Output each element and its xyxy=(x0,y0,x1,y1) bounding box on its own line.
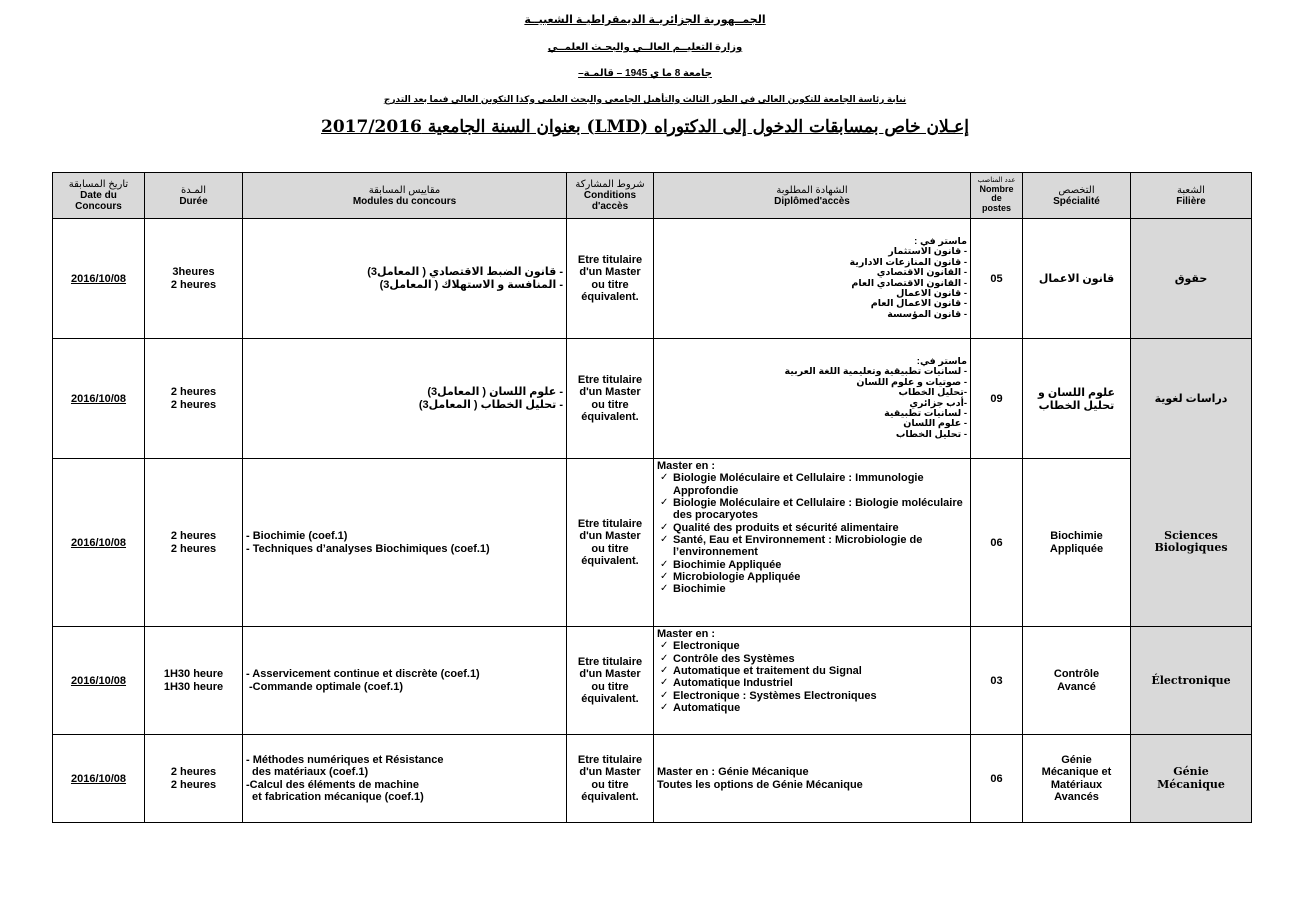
list-item: ✓ Electronique xyxy=(657,640,967,652)
table-row xyxy=(53,627,1252,735)
header-duree: المـدة Durée xyxy=(145,173,243,219)
filiere-cell: Sciences Biologiques xyxy=(1131,459,1252,627)
specialite-cell: قانون الاعمال xyxy=(1023,219,1131,339)
header-postes: عدد المناصب Nombre de postes xyxy=(971,173,1023,219)
modules-cell: - قانون الضبط الاقتصادي ( المعامل3) - المنافسة و الاستهلاك ( المعامل3) xyxy=(243,219,567,339)
conditions-cell: Etre titulaire d'un Master ou titre équivalent. xyxy=(567,459,654,627)
concours-date: 2016/10/08 xyxy=(53,735,145,823)
concours-table xyxy=(52,172,1252,823)
header-filiere: الشعبة Filière xyxy=(1131,173,1252,219)
list-item: ✓ Santé, Eau et Environnement : Microbiologie de l’environnement xyxy=(657,534,967,559)
specialite-cell: Biochimie Appliquée xyxy=(1023,459,1131,627)
concours-date: 2016/10/08 xyxy=(53,219,145,339)
duree-cell: 2 heures 2 heures xyxy=(145,735,243,823)
list-item: ✓ Biochimie Appliquée xyxy=(657,559,967,571)
diplome-cell: Master en : ✓ Biologie Moléculaire et Cellulaire : Immunologie Approfondie ✓ Biologie Moléculaire et Cellulaire : Biologie moléculaire des procaryotes ✓ Qualité des produits et sécurité alimentaire ✓ Santé, Eau et Environnement : Microbiologie de l’environnement ✓ Biochimie Appliquée ✓ Microbiologie Appliquée ✓ Biochimie xyxy=(654,459,971,627)
concours-date: 2016/10/08 xyxy=(53,459,145,627)
postes-cell: 06 xyxy=(971,459,1023,627)
postes-cell: 06 xyxy=(971,735,1023,823)
specialite-cell: علوم اللسان و تحليل الخطاب xyxy=(1023,339,1131,459)
specialite-cell: Génie Mécanique et Matériaux Avancés xyxy=(1023,735,1131,823)
header-diplome: الشهادة المطلوبة Diplômed'accès xyxy=(654,173,971,219)
concours-date: 2016/10/08 xyxy=(53,339,145,459)
diplome-cell: Master en : Génie Mécanique Toutes les options de Génie Mécanique xyxy=(654,735,971,823)
table-header-row xyxy=(53,173,1252,219)
postes-cell: 03 xyxy=(971,627,1023,735)
list-item: ✓ Contrôle des Systèmes xyxy=(657,653,967,665)
list-item: ✓ Biologie Moléculaire et Cellulaire : Immunologie Approfondie xyxy=(657,472,967,497)
list-item: ✓ Microbiologie Appliquée xyxy=(657,571,967,583)
header-date: تاريخ المسابقة Date du Concours xyxy=(53,173,145,219)
modules-cell: - Asservicement continue et discrète (coef.1) -Commande optimale (coef.1) xyxy=(243,627,567,735)
table-row xyxy=(53,735,1252,823)
list-item: ✓ Biologie Moléculaire et Cellulaire : Biologie moléculaire des procaryotes xyxy=(657,497,967,522)
diplome-cell: ماستر في : - قانون الاستثمار - قانون المنازعات الادارية - القانون الاقتصادي - القانون الاقتصادي العام - قانون الاعمال - قانون الاعمال العام - قانون المؤسسة xyxy=(654,219,971,339)
duree-cell: 2 heures 2 heures xyxy=(145,459,243,627)
conditions-cell: Etre titulaire d'un Master ou titre équivalent. xyxy=(567,219,654,339)
header-ministry: وزارة التعليــم العالــي والبحـث العلمــي xyxy=(547,42,743,53)
header-conditions: شروط المشاركة Conditions d'accès xyxy=(567,173,654,219)
postes-cell: 09 xyxy=(971,339,1023,459)
header-university: جامعة 8 ما ي 1945 – قالمـة– xyxy=(578,68,712,79)
filiere-cell: دراسات لغوية xyxy=(1131,339,1252,459)
postes-cell: 05 xyxy=(971,219,1023,339)
modules-cell: - علوم اللسان ( المعامل3) - تحليل الخطاب ( المعامل3) xyxy=(243,339,567,459)
list-item: ✓ Automatique xyxy=(657,702,967,714)
filiere-cell: Électronique xyxy=(1131,627,1252,735)
header-vice-rectorate: نيابة رئاسة الجامعة للتكوين العالي في الطور الثالث والتأهيل الجامعي والبحث العلمي وكذا التكوين العالي فيما بعد التدرج xyxy=(383,94,907,104)
modules-cell: - Méthodes numériques et Résistance des matériaux (coef.1) -Calcul des éléments de machine et fabrication mécanique (coef.1) xyxy=(243,735,567,823)
list-item: ✓ Qualité des produits et sécurité alimentaire xyxy=(657,522,967,534)
page-title: إعـلان خاص بمسابقات الدخول إلى الدكتوراه (LMD) بعنوان السنة الجامعية 2017/2016 xyxy=(321,117,969,137)
header-specialite: التخصص Spécialité xyxy=(1023,173,1131,219)
list-item: ✓ Automatique Industriel xyxy=(657,677,967,689)
duree-cell: 3heures 2 heures xyxy=(145,219,243,339)
header-republic: الجمــهورية الجزائريـة الديمقراطيـة الشعبيــة xyxy=(524,14,766,26)
duree-cell: 1H30 heure 1H30 heure xyxy=(145,627,243,735)
conditions-cell: Etre titulaire d'un Master ou titre équivalent. xyxy=(567,627,654,735)
diplome-cell: ماستر في: - لسانيات تطبيقية وتعليمية اللغة العربية - صوتيات و علوم اللسان -تحليل الخطاب -أدب جزائري - لسانيات تطبيقية - علوم اللسان - تحليل الخطاب xyxy=(654,339,971,459)
concours-date: 2016/10/08 xyxy=(53,627,145,735)
specialite-cell: Contrôle Avancé xyxy=(1023,627,1131,735)
table-row xyxy=(53,339,1252,459)
filiere-cell: حقوق xyxy=(1131,219,1252,339)
table-row xyxy=(53,459,1252,627)
duree-cell: 2 heures 2 heures xyxy=(145,339,243,459)
conditions-cell: Etre titulaire d'un Master ou titre équivalent. xyxy=(567,339,654,459)
conditions-cell: Etre titulaire d'un Master ou titre équivalent. xyxy=(567,735,654,823)
list-item: ✓ Biochimie xyxy=(657,583,967,595)
header-modules: مقاييس المسابقة Modules du concours xyxy=(243,173,567,219)
filiere-cell: Génie Mécanique xyxy=(1131,735,1252,823)
list-item: ✓ Automatique et traitement du Signal xyxy=(657,665,967,677)
modules-cell: - Biochimie (coef.1) - Techniques d’analyses Biochimiques (coef.1) xyxy=(243,459,567,627)
list-item: ✓ Electronique : Systèmes Electroniques xyxy=(657,690,967,702)
diplome-cell: Master en : ✓ Electronique ✓ Contrôle des Systèmes ✓ Automatique et traitement du Signal ✓ Automatique Industriel ✓ Electronique : Systèmes Electroniques ✓ Automatique xyxy=(654,627,971,735)
table-row xyxy=(53,219,1252,339)
